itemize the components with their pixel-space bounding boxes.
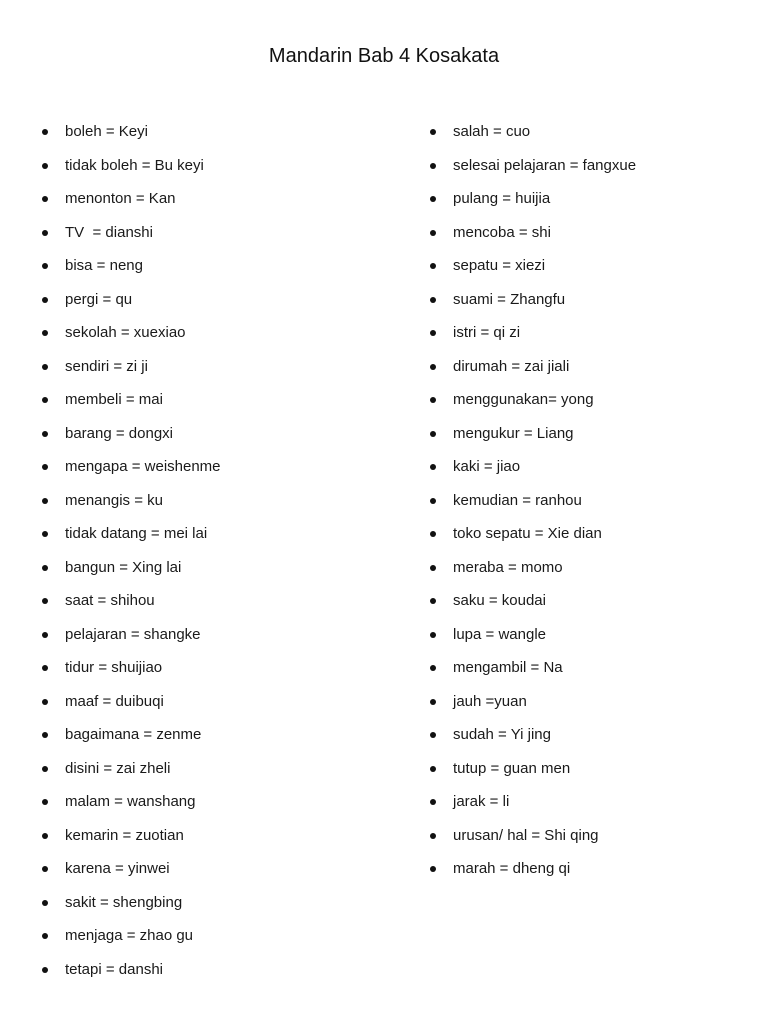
bullet-icon	[42, 598, 48, 604]
bullet-icon	[42, 732, 48, 738]
bullet-icon	[42, 665, 48, 671]
vocab-entry-text: disini = zai zheli	[65, 759, 171, 777]
vocab-entry-text: barang = dongxi	[65, 424, 174, 442]
bullet-icon	[42, 531, 48, 537]
vocab-list-item	[40, 517, 380, 551]
vocab-list-item	[40, 283, 380, 317]
vocab-list-item	[40, 249, 380, 283]
bullet-icon	[430, 598, 436, 604]
vocab-list-item	[40, 852, 380, 886]
bullet-icon	[430, 498, 436, 504]
vocab-entry-text: tidur = shuijiao	[65, 659, 163, 676]
vocab-entry-text: kemudian = ranhou	[453, 491, 582, 509]
vocab-entry-text: meraba = momo	[453, 558, 563, 576]
vocab-list-item	[428, 182, 748, 216]
bullet-icon	[430, 263, 436, 269]
vocab-entry-text: sepatu = xiezi	[453, 257, 546, 274]
vocab-entry-text: mengapa = weishenme	[65, 458, 221, 475]
vocab-list-item	[40, 216, 380, 250]
vocab-list-item	[428, 249, 748, 283]
bullet-icon	[430, 699, 436, 705]
vocab-entry-text: karena = yinwei	[65, 860, 170, 877]
bullet-icon	[42, 632, 48, 638]
bullet-icon	[42, 766, 48, 772]
vocab-entry-text: salah = cuo	[453, 123, 531, 140]
vocab-list-item	[40, 819, 380, 853]
vocab-entry-text: jauh =yuan	[453, 692, 527, 710]
bullet-icon	[42, 330, 48, 336]
vocab-entry-text: mengukur = Liang	[453, 424, 574, 442]
vocab-entry-text: boleh = Keyi	[65, 123, 148, 140]
vocab-entry-text: jarak = li	[453, 793, 510, 810]
bullet-icon	[430, 732, 436, 738]
vocab-entry-text: dirumah = zai jiali	[453, 357, 570, 375]
vocab-list-item	[40, 350, 380, 384]
bullet-icon	[430, 163, 436, 169]
vocab-list-item	[428, 216, 748, 250]
vocab-list-item	[428, 517, 748, 551]
vocab-list-item	[40, 149, 380, 183]
vocab-list-item	[428, 852, 748, 886]
vocab-list-item	[40, 115, 380, 149]
vocab-entry-text: maaf = duibuqi	[65, 692, 164, 710]
vocab-entry-text: saku = koudai	[453, 592, 546, 609]
bullet-icon	[42, 933, 48, 939]
bullet-icon	[42, 565, 48, 571]
bullet-icon	[430, 297, 436, 303]
vocab-entry-text: sendiri = zi ji	[65, 357, 148, 375]
bullet-icon	[42, 799, 48, 805]
vocab-entry-text: sakit = shengbing	[65, 893, 183, 911]
bullet-icon	[430, 464, 436, 470]
vocab-entry-text: pergi = qu	[65, 290, 133, 308]
vocab-list-item	[40, 316, 380, 350]
vocab-list-left	[40, 115, 380, 986]
vocab-entry-text: menggunakan= yong	[453, 391, 594, 408]
vocab-list-item	[40, 417, 380, 451]
bullet-icon	[42, 230, 48, 236]
vocab-list-item	[428, 819, 748, 853]
vocab-list-item	[428, 316, 748, 350]
vocab-list-item	[428, 450, 748, 484]
bullet-icon	[430, 799, 436, 805]
vocab-list-item	[428, 350, 748, 384]
bullet-icon	[42, 967, 48, 973]
vocab-entry-text: kaki = jiao	[453, 458, 521, 475]
bullet-icon	[430, 364, 436, 370]
vocab-entry-text: kemarin = zuotian	[65, 826, 184, 844]
vocab-entry-text: mencoba = shi	[453, 223, 551, 241]
bullet-icon	[430, 397, 436, 403]
vocab-list-item	[40, 484, 380, 518]
vocab-list-item	[428, 283, 748, 317]
vocab-list-item	[40, 551, 380, 585]
bullet-icon	[430, 632, 436, 638]
vocab-list-item	[428, 584, 748, 618]
vocab-list-item	[428, 618, 748, 652]
vocab-entry-text: bangun = Xing lai	[65, 558, 182, 576]
vocab-entry-text: suami = Zhangfu	[453, 290, 566, 308]
vocab-list-item	[428, 718, 748, 752]
vocab-list-item	[428, 149, 748, 183]
vocab-list-item	[40, 685, 380, 719]
page-title: Mandarin Bab 4 Kosakata	[268, 45, 500, 67]
vocab-list-item	[40, 752, 380, 786]
vocab-entry-text: tidak boleh = Bu keyi	[65, 156, 204, 174]
bullet-icon	[42, 699, 48, 705]
bullet-icon	[430, 565, 436, 571]
vocab-entry-text: TV = dianshi	[65, 223, 153, 241]
bullet-icon	[42, 431, 48, 437]
bullet-icon	[430, 833, 436, 839]
bullet-icon	[42, 397, 48, 403]
vocab-entry-text: sekolah = xuexiao	[65, 324, 186, 341]
vocab-list-item	[40, 584, 380, 618]
vocab-entry-text: mengambil = Na	[453, 659, 563, 676]
vocab-list-item	[40, 886, 380, 920]
bullet-icon	[42, 866, 48, 872]
vocab-entry-text: menonton = Kan	[65, 190, 176, 207]
vocab-list-item	[428, 383, 748, 417]
vocab-list-item	[428, 685, 748, 719]
vocab-list-item	[40, 618, 380, 652]
vocab-list-item	[40, 785, 380, 819]
vocab-list-item	[40, 383, 380, 417]
vocab-entry-text: lupa = wangle	[453, 625, 546, 643]
vocab-entry-text: istri = qi zi	[453, 324, 521, 341]
bullet-icon	[42, 196, 48, 202]
bullet-icon	[42, 833, 48, 839]
vocab-list-item	[40, 953, 380, 987]
vocab-list-right	[428, 115, 748, 886]
vocab-list-item	[428, 484, 748, 518]
bullet-icon	[42, 498, 48, 504]
vocab-list-item	[40, 919, 380, 953]
bullet-icon	[42, 297, 48, 303]
vocab-entry-text: menangis = ku	[65, 491, 163, 509]
vocab-entry-text: selesai pelajaran = fangxue	[453, 156, 637, 174]
bullet-icon	[430, 866, 436, 872]
vocab-list-item	[40, 651, 380, 685]
vocab-list-item	[428, 551, 748, 585]
vocab-entry-text: toko sepatu = Xie dian	[453, 525, 602, 542]
bullet-icon	[430, 665, 436, 671]
vocab-entry-text: bisa = neng	[65, 257, 143, 274]
bullet-icon	[42, 464, 48, 470]
vocab-list-item	[428, 651, 748, 685]
bullet-icon	[430, 431, 436, 437]
bullet-icon	[430, 330, 436, 336]
vocab-list-item	[428, 417, 748, 451]
vocab-entry-text: menjaga = zhao gu	[65, 927, 194, 944]
vocab-entry-text: tidak datang = mei lai	[65, 525, 208, 542]
vocab-entry-text: saat = shihou	[65, 592, 155, 609]
vocab-entry-text: tutup = guan men	[453, 759, 571, 777]
bullet-icon	[430, 531, 436, 537]
bullet-icon	[430, 196, 436, 202]
vocab-list-item	[428, 785, 748, 819]
vocab-list-item	[428, 752, 748, 786]
vocab-entry-text: marah = dheng qi	[453, 860, 571, 877]
vocab-entry-text: pulang = huijia	[453, 190, 551, 207]
bullet-icon	[430, 766, 436, 772]
vocab-entry-text: membeli = mai	[65, 391, 163, 408]
vocab-list-item	[40, 182, 380, 216]
vocab-entry-text: bagaimana = zenme	[65, 726, 202, 743]
vocab-entry-text: malam = wanshang	[65, 793, 196, 810]
bullet-icon	[42, 900, 48, 906]
vocab-entry-text: tetapi = danshi	[65, 960, 163, 978]
vocab-entry-text: pelajaran = shangke	[65, 625, 201, 643]
bullet-icon	[430, 230, 436, 236]
vocab-entry-text: urusan/ hal = Shi qing	[453, 826, 599, 844]
bullet-icon	[42, 163, 48, 169]
bullet-icon	[42, 364, 48, 370]
vocab-entry-text: sudah = Yi jing	[453, 726, 551, 743]
vocab-list-item	[428, 115, 748, 149]
bullet-icon	[42, 263, 48, 269]
vocab-list-item	[40, 718, 380, 752]
bullet-icon	[430, 129, 436, 135]
vocab-list-item	[40, 450, 380, 484]
bullet-icon	[42, 129, 48, 135]
